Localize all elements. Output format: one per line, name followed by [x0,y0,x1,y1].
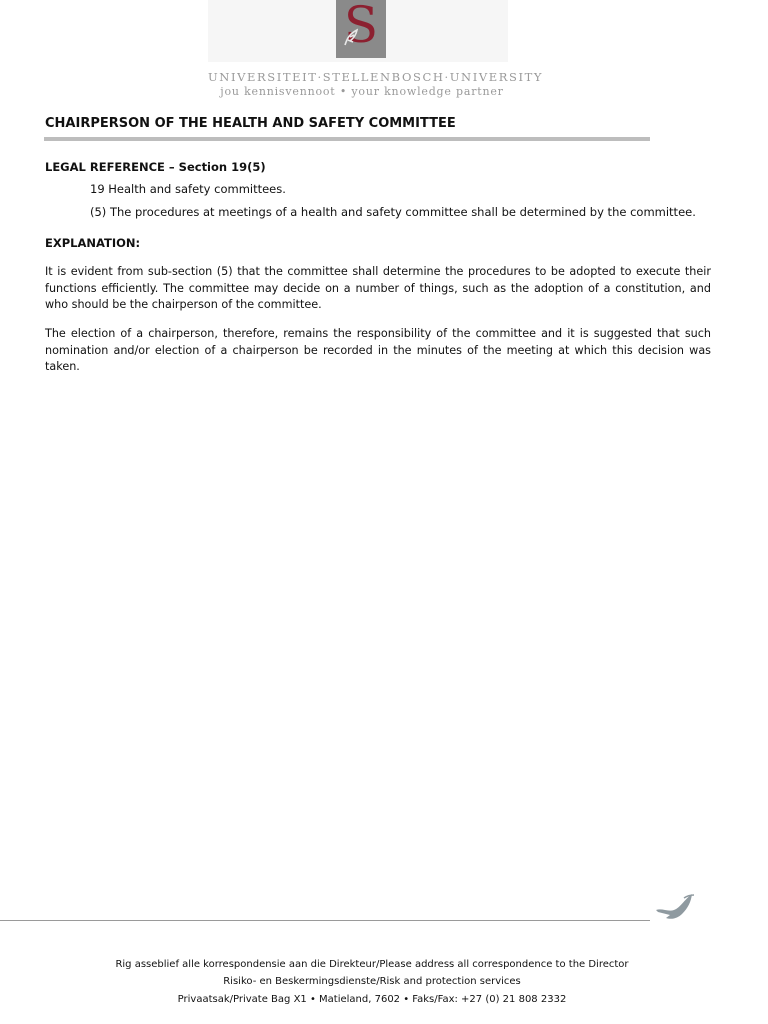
university-crest-icon [336,0,386,58]
university-tagline: jou kennisvennoot • your knowledge partner [220,85,504,98]
animal-mark-icon [654,890,698,924]
page-title: CHAIRPERSON OF THE HEALTH AND SAFETY COMMITTEE [45,116,456,131]
footer-divider [0,920,650,921]
explanation-paragraph-2: The election of a chairperson, therefore, remains the responsibility of the committee and it is suggested that such nomination and/or election of a chairperson be recorded in the minutes of the meeting at which this decision was taken. [45,327,711,373]
legal-reference-heading: LEGAL REFERENCE – Section 19(5) [45,160,266,174]
oak-leaf-icon [342,26,364,48]
explanation-paragraph-1: It is evident from sub-section (5) that the committee shall determine the procedures to be adopted to execute their functions efficiently. The committee may decide on a number of things, such as the adoption of a constitution, and who should be the chairperson of the committee. [45,265,711,311]
university-name: UNIVERSITEIT·STELLENBOSCH·UNIVERSITY [208,70,544,84]
section-19-item: 19 Health and safety committees. [90,182,286,196]
subsection-5-item: (5) The procedures at meetings of a health and safety committee shall be determined by the committee. [90,205,696,219]
crest-letter: S [343,0,379,54]
footer-address: Privaatsak/Private Bag X1 • Matieland, 7602 • Faks/Fax: +27 (0) 21 808 2332 [177,994,567,1005]
footer-department: Risiko- en Beskermingsdienste/Risk and protection services [223,976,521,987]
footer-correspondence: Rig asseblief alle korrespondensie aan die Direkteur/Please address all correspondence to the Director [115,959,629,970]
title-divider [44,137,650,141]
explanation-heading: EXPLANATION: [45,236,141,250]
